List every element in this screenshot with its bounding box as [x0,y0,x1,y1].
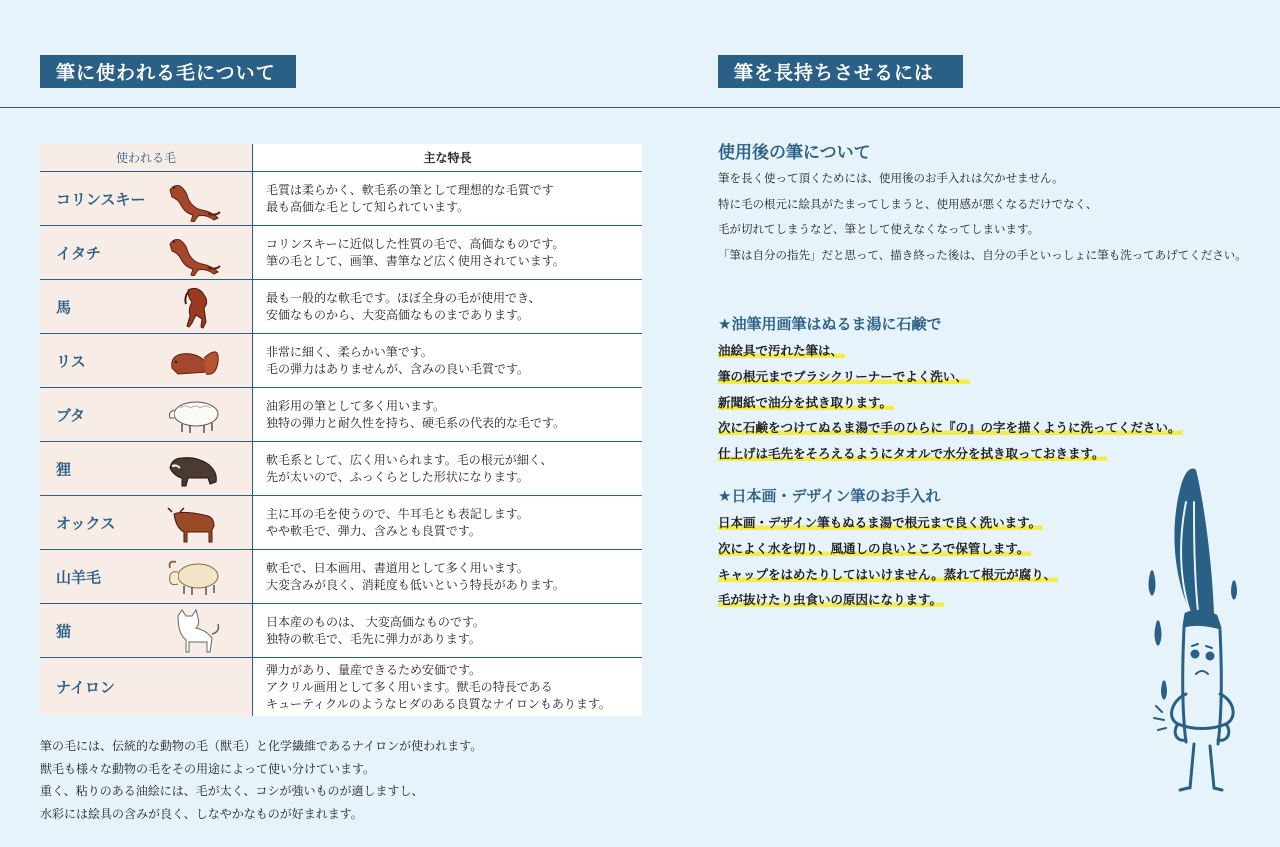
weasel-icon [164,176,224,222]
nihonga-care-step: キャップをはめたりしてはいけません。蒸れて根元が腐り、 [718,566,1057,582]
intro-line: 筆を長く使って頂くためには、使用後のお手入れは欠かせません。 [718,171,1064,185]
table-row [40,334,642,388]
hair-features-cell [253,442,643,496]
raccoon-dog-icon [164,446,224,492]
hair-features-cell [253,280,643,334]
cat-icon [164,608,224,654]
hair-type-name: ブタ [56,406,85,424]
feature-line: キューティクルのようなヒダのある良質なナイロンもあります。 [266,696,611,711]
note-line: 重く、粘りのある油絵には、毛が太く、コシが強いものが適しますし、 [40,784,424,798]
table-row [40,226,642,280]
column-header-hair: 使われる毛 [40,144,253,172]
hair-type-cell [40,658,253,717]
hair-type-name: オックス [56,514,116,532]
hair-features-cell [253,226,643,280]
ox-icon [164,500,224,546]
goat-icon [164,554,224,600]
table-row [40,658,642,717]
intro-line: 特に毛の根元に絵具がたまってしまうと、使用感が悪くなるだけでなく、 [718,196,1098,211]
oil-care-step: 油絵具で汚れた筆は、 [718,343,844,358]
feature-line: 日本産のものは、 大変高価なものです。 [266,614,485,629]
weasel-icon [164,230,224,276]
hair-type-cell [40,226,253,280]
feature-line: 軟毛で、日本画用、書道用として多く用います。 [266,560,529,575]
horse-icon [164,284,224,330]
feature-line: 大変含みが良く、消耗度も低いという特長があります。 [266,577,565,592]
right-section-title: 筆を長持ちさせるには [718,55,963,88]
feature-line: 筆の毛として、画筆、書筆など広く使用されています。 [266,253,565,268]
hair-type-name: 馬 [56,298,72,316]
left-section-title: 筆に使われる毛について [40,55,296,88]
hair-features-cell [253,604,643,658]
feature-line: 先が太いので、ふっくらとした形状になります。 [266,469,529,484]
oil-care-step: 次に石鹸をつけてぬるま湯で手のひらに『の』の字を描くように洗ってください。 [718,420,1181,436]
hair-type-name: ナイロン [56,678,115,697]
feature-line: 安価なものから、大変高価なものまであります。 [266,307,530,322]
nihonga-brush-care-steps [718,510,1058,613]
hair-type-cell [40,442,253,496]
hair-features-cell [253,388,643,442]
hair-notes [40,735,482,825]
oil-care-step: 新聞紙で油分を拭き取ります。 [718,394,893,410]
feature-line: やや軟毛で、弾力、含みとも良質です。 [266,523,481,538]
nihonga-care-step: 毛が抜けたり虫食いの原因になります。 [718,592,943,608]
hair-type-cell [40,604,253,658]
hair-features-cell [253,334,643,388]
hair-type-name: リス [56,352,86,370]
feature-line: 油彩用の筆として多く用います。 [266,398,446,413]
feature-line: 軟毛系として、広く用いられます。毛の根元が細く、 [266,452,553,467]
oil-brush-care-title: ★油筆用画筆はぬるま湯に石鹸で [718,315,942,333]
oil-care-step: 仕上げは毛先をそろえるようにタオルで水分を拭き取っておきます。 [718,446,1105,462]
hair-type-name: 狸 [56,460,72,478]
feature-line: 主に耳の毛を使うので、牛耳毛とも表記します。 [266,506,529,521]
table-row [40,496,642,550]
nihonga-care-step: 次によく水を切り、風通しの良いところで保管します。 [718,540,1030,556]
feature-line: 弾力があり、量産できるため安価です。 [266,662,482,677]
after-use-intro [718,166,1247,268]
hair-type-cell [40,388,253,442]
feature-line: 非常に細く、柔らかい筆です。 [266,344,433,359]
hair-type-name: 猫 [56,622,72,640]
hair-features-cell [253,658,643,717]
table-header-row [40,144,642,172]
note-line: 筆の毛には、伝統的な動物の毛（獣毛）と化学繊維であるナイロンが使われます。 [40,739,483,753]
feature-line: コリンスキーに近似した性質の毛で、高価なものです。 [266,236,565,251]
brush-character-illustration [1142,462,1252,802]
column-header-features: 主な特長 [253,144,643,172]
oil-care-step: 筆の根元までブラシクリーナーでよく洗い、 [718,368,968,384]
hair-type-name: コリンスキー [56,190,146,208]
feature-line: 最も一般的な軟毛です。ほぼ全身の毛が使用でき、 [266,290,541,305]
nihonga-care-step: 日本画・デザイン筆もぬるま湯で根元まで良く洗います。 [718,515,1042,530]
table-row [40,604,642,658]
hair-features-cell [253,496,643,550]
note-line: 水彩には絵具の含みが良く、しなやかなものが好まれます。 [40,806,363,821]
oil-brush-care-steps [718,338,1183,467]
hair-type-cell [40,496,253,550]
hair-type-cell [40,550,253,604]
table-row [40,172,642,226]
intro-line: 「筆は自分の指先」だと思って、描き終った後は、自分の手といっしょに筆も洗ってあげてください。 [718,247,1247,262]
hair-type-cell [40,172,253,226]
pig-icon [164,392,224,438]
table-row [40,280,642,334]
squirrel-icon [164,338,224,384]
table-row [40,388,642,442]
brush-hair-table [40,144,642,716]
feature-line: 独特の弾力と耐久性を持ち、硬毛系の代表的な毛です。 [266,415,566,430]
hair-type-cell [40,334,253,388]
hair-type-name: 山羊毛 [56,568,102,586]
note-line: 獣毛も様々な動物の毛をその用途によって使い分けています。 [40,761,376,776]
feature-line: アクリル画用として多く用います。獣毛の特長である [266,679,553,694]
feature-line: 毛の弾力はありませんが、含みの良い毛質です。 [266,361,530,376]
header-divider [0,107,1280,108]
hair-type-name: イタチ [56,244,102,262]
feature-line: 独特の軟毛で、毛先に弾力があります。 [266,631,481,646]
hair-features-cell [253,550,643,604]
table-row [40,442,642,496]
hair-features-cell [253,172,643,226]
nihonga-brush-care-title: ★日本画・デザイン筆のお手入れ [718,487,941,505]
hair-type-cell [40,280,253,334]
feature-line: 最も高価な毛として知られています。 [266,199,470,214]
after-use-subtitle: 使用後の筆について [718,143,871,163]
intro-line: 毛が切れてしまうなど、筆として使えなくなってしまいます。 [718,222,1040,236]
feature-line: 毛質は柔らかく、軟毛系の筆として理想的な毛質です [266,182,554,197]
table-row [40,550,642,604]
